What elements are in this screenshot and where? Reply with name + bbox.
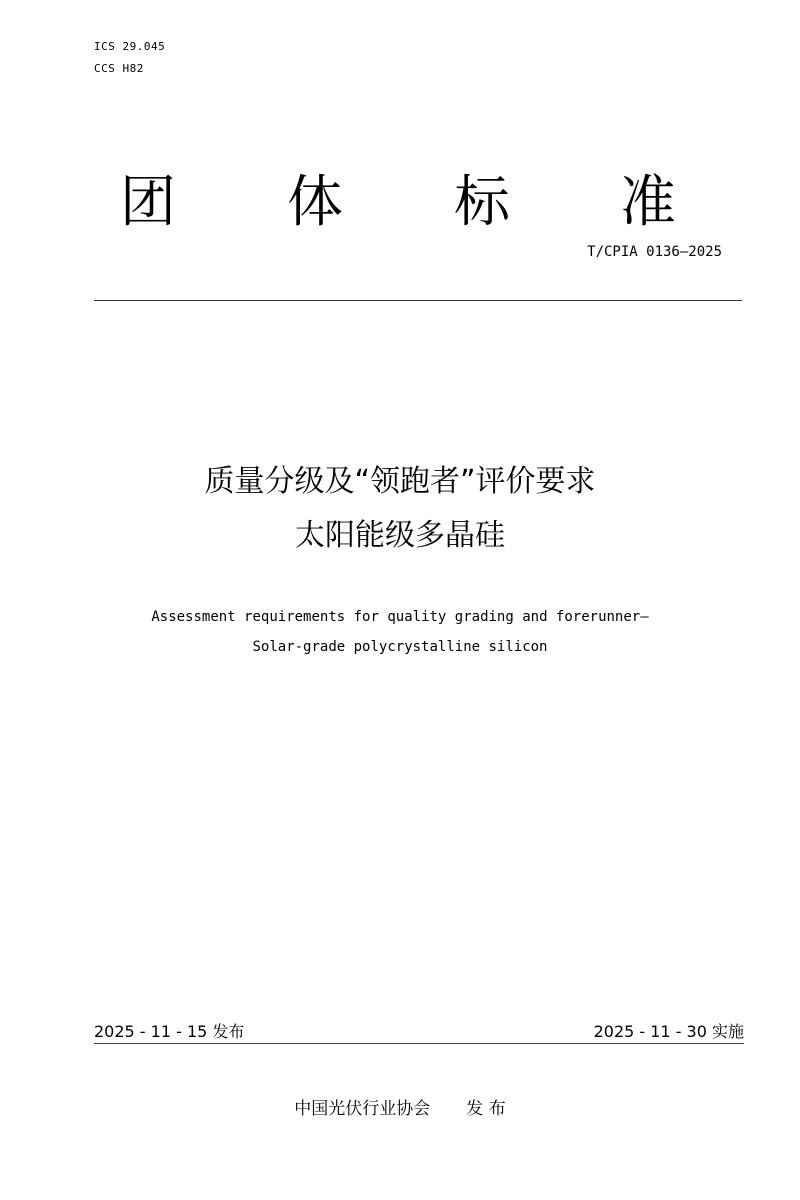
top-divider xyxy=(94,300,742,301)
document-type-char-4: 准 xyxy=(620,170,676,235)
standard-number: T/CPIA 0136—2025 xyxy=(587,244,722,260)
bottom-divider xyxy=(94,1043,744,1044)
english-title-line-1: Assessment requirements for quality grading and forerunner— xyxy=(151,609,649,625)
ics-code: ICS 29.045 xyxy=(94,40,166,53)
document-type-char-1: 团 xyxy=(120,170,176,235)
publisher-verb: 发 布 xyxy=(466,1099,506,1119)
ccs-code: CCS H82 xyxy=(94,62,144,75)
publisher-name: 中国光伏行业协会 xyxy=(294,1099,431,1119)
chinese-title-line-1: 质量分级及“领跑者”评价要求 xyxy=(204,464,596,499)
publish-date: 2025 - 11 - 15 发布 xyxy=(94,1022,245,1041)
implement-date: 2025 - 11 - 30 实施 xyxy=(593,1022,744,1041)
chinese-title-line-2: 太阳能级多晶硅 xyxy=(295,518,505,553)
english-title-line-2: Solar-grade polycrystalline silicon xyxy=(252,639,548,655)
document-type-char-2: 体 xyxy=(287,170,343,235)
publisher-line xyxy=(0,1098,800,1120)
document-type-char-3: 标 xyxy=(454,170,510,235)
